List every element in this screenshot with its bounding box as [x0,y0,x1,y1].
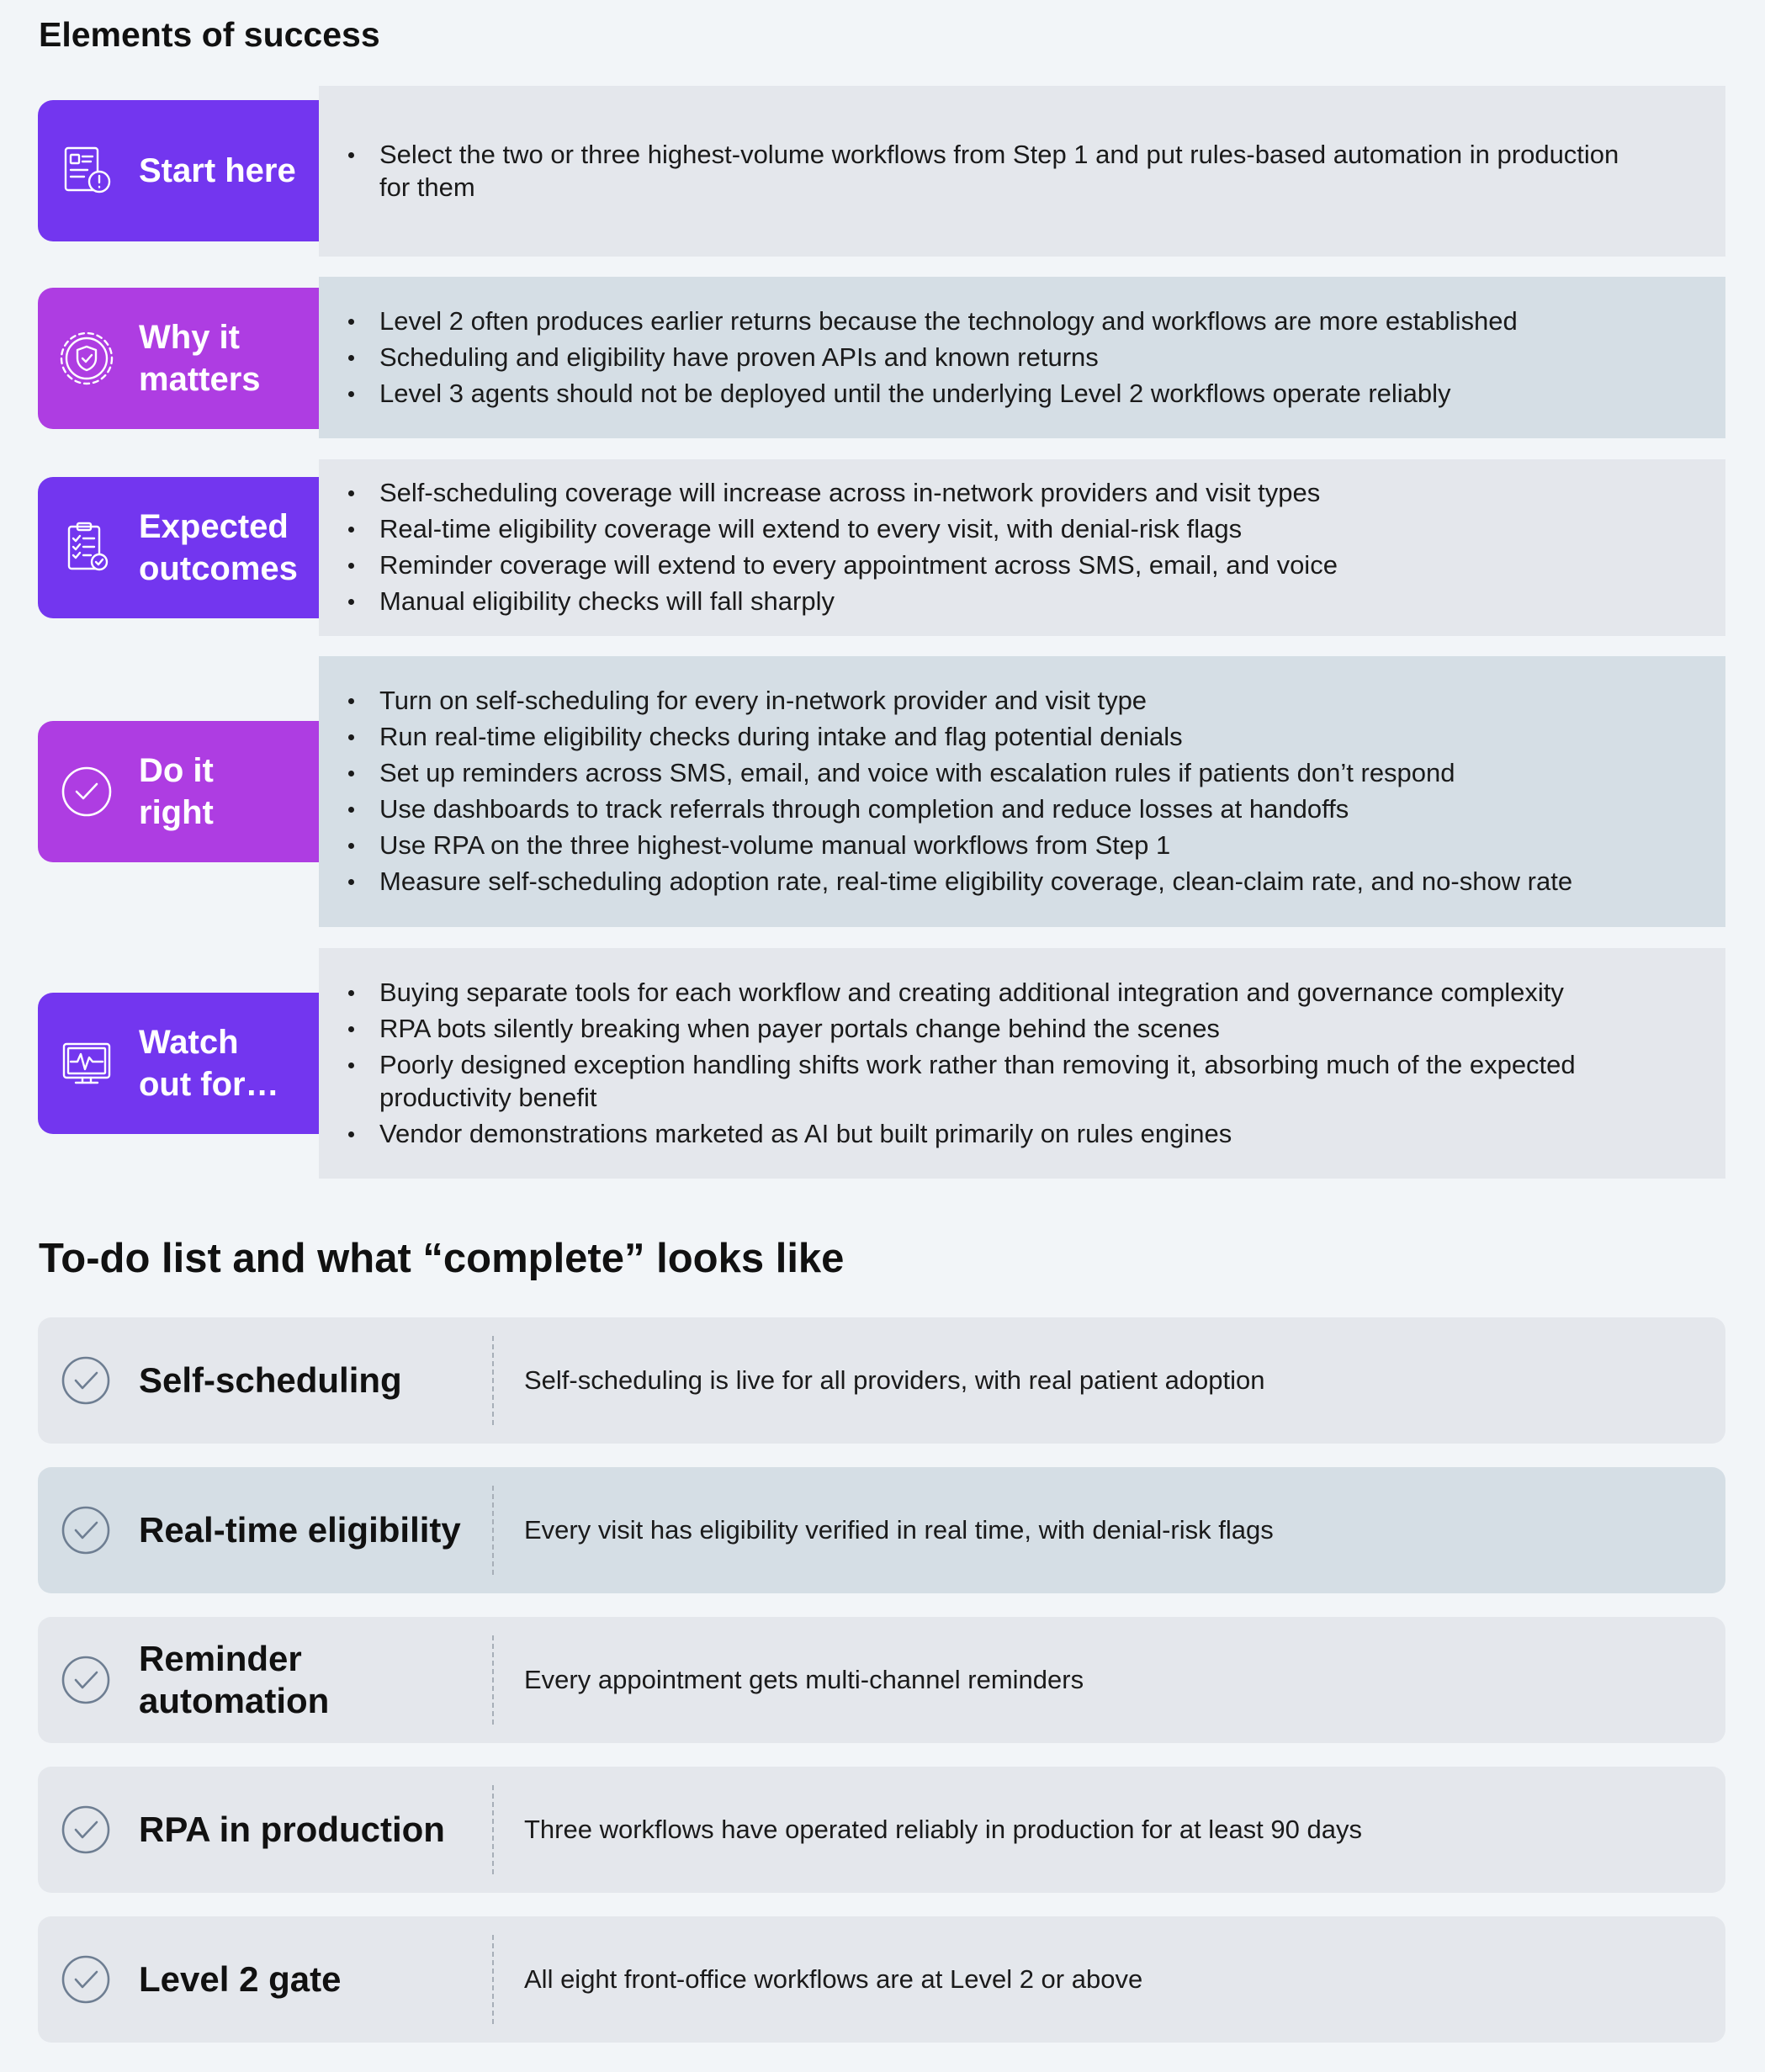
todo-section-title: To-do list and what “complete” looks like [39,1236,845,1281]
bullet-list [344,303,1645,413]
check-circle-icon [56,761,117,822]
bullet-item: Measure self-scheduling adoption rate, real-time eligibility coverage, clean-claim rate, and no-show rate [344,865,1645,898]
todo-description: Three workflows have operated reliably in production for at least 90 days [524,1815,1362,1844]
bullet-item: Reminder coverage will extend to every appointment across SMS, email, and voice [344,548,1645,581]
document-alert-icon [56,140,117,201]
bullet-item: Poorly designed exception handling shifts work rather than removing it, absorbing much of the expected productivity benefit [344,1048,1645,1114]
todo-row-self-scheduling [38,1317,1725,1444]
element-tag-expected-outcomes [38,477,319,618]
dashed-divider [492,1635,494,1725]
element-panel-expected-outcomes [319,459,1725,636]
element-panel-why-it-matters [319,277,1725,438]
element-tag-start-here [38,100,319,241]
bullet-item: Buying separate tools for each workflow and creating additional integration and governance complexity [344,976,1645,1009]
element-panel-watch-out-for [319,948,1725,1179]
element-tag-do-it-right [38,721,319,862]
bullet-item: Scheduling and eligibility have proven APIs and known returns [344,341,1645,374]
dashed-divider [492,1336,494,1425]
bullet-list [344,682,1645,901]
bullet-item: RPA bots silently breaking when payer portals change behind the scenes [344,1012,1645,1045]
todo-description: Self-scheduling is live for all providers, with real patient adoption [524,1365,1265,1395]
bullet-item: Manual eligibility checks will fall sharply [344,585,1645,617]
todo-name: RPA in production [139,1810,445,1849]
bullet-item: Use dashboards to track referrals through completion and reduce losses at handoffs [344,792,1645,825]
todo-name: Real-time eligibility [139,1510,461,1550]
check-circle-icon [60,1504,112,1556]
todo-row-reminder-automation [38,1617,1725,1743]
bullet-item: Turn on self-scheduling for every in-network provider and visit type [344,684,1645,717]
gear-shield-icon [56,328,117,389]
dashed-divider [492,1486,494,1575]
todo-name: Self-scheduling [139,1360,402,1400]
bullet-item: Vendor demonstrations marketed as AI but built primarily on rules engines [344,1117,1645,1150]
bullet-item: Use RPA on the three highest-volume manual workflows from Step 1 [344,829,1645,861]
element-label: Do it right [139,752,214,831]
todo-row-real-time-eligibility [38,1467,1725,1593]
todo-description: All eight front-office workflows are at Level 2 or above [524,1964,1143,1994]
element-label: Watch out for… [139,1024,279,1103]
dashed-divider [492,1785,494,1874]
bullet-item: Set up reminders across SMS, email, and voice with escalation rules if patients don’t respond [344,756,1645,789]
element-label: Expected outcomes [139,508,298,587]
elements-section-title: Elements of success [39,15,380,54]
monitor-pulse-icon [56,1033,117,1094]
todo-row-rpa-in-production [38,1767,1725,1893]
todo-name: Level 2 gate [139,1959,342,1999]
element-label: Why it matters [139,319,261,398]
check-circle-icon [60,1953,112,2006]
element-tag-watch-out-for [38,993,319,1134]
element-panel-start-here [319,86,1725,257]
bullet-item: Select the two or three highest-volume workflows from Step 1 and put rules-based automation in production for them [344,138,1645,204]
element-label: Start here [139,152,296,189]
todo-row-level-2-gate [38,1916,1725,2043]
element-tag-why-it-matters [38,288,319,429]
check-circle-icon [60,1804,112,1856]
todo-description: Every appointment gets multi-channel reminders [524,1665,1084,1694]
bullet-list [344,974,1645,1153]
element-panel-do-it-right [319,656,1725,927]
todo-name: Reminder automation [139,1639,330,1720]
bullet-list [344,136,1645,207]
dashed-divider [492,1935,494,2024]
check-circle-icon [60,1354,112,1407]
bullet-item: Self-scheduling coverage will increase across in-network providers and visit types [344,476,1645,509]
bullet-list [344,474,1645,621]
clipboard-check-icon [56,517,117,578]
bullet-item: Real-time eligibility coverage will extend to every visit, with denial-risk flags [344,512,1645,545]
todo-description: Every visit has eligibility verified in real time, with denial-risk flags [524,1515,1274,1545]
bullet-item: Run real-time eligibility checks during intake and flag potential denials [344,720,1645,753]
bullet-item: Level 2 often produces earlier returns because the technology and workflows are more established [344,305,1645,337]
check-circle-icon [60,1654,112,1706]
bullet-item: Level 3 agents should not be deployed until the underlying Level 2 workflows operate reliably [344,377,1645,410]
